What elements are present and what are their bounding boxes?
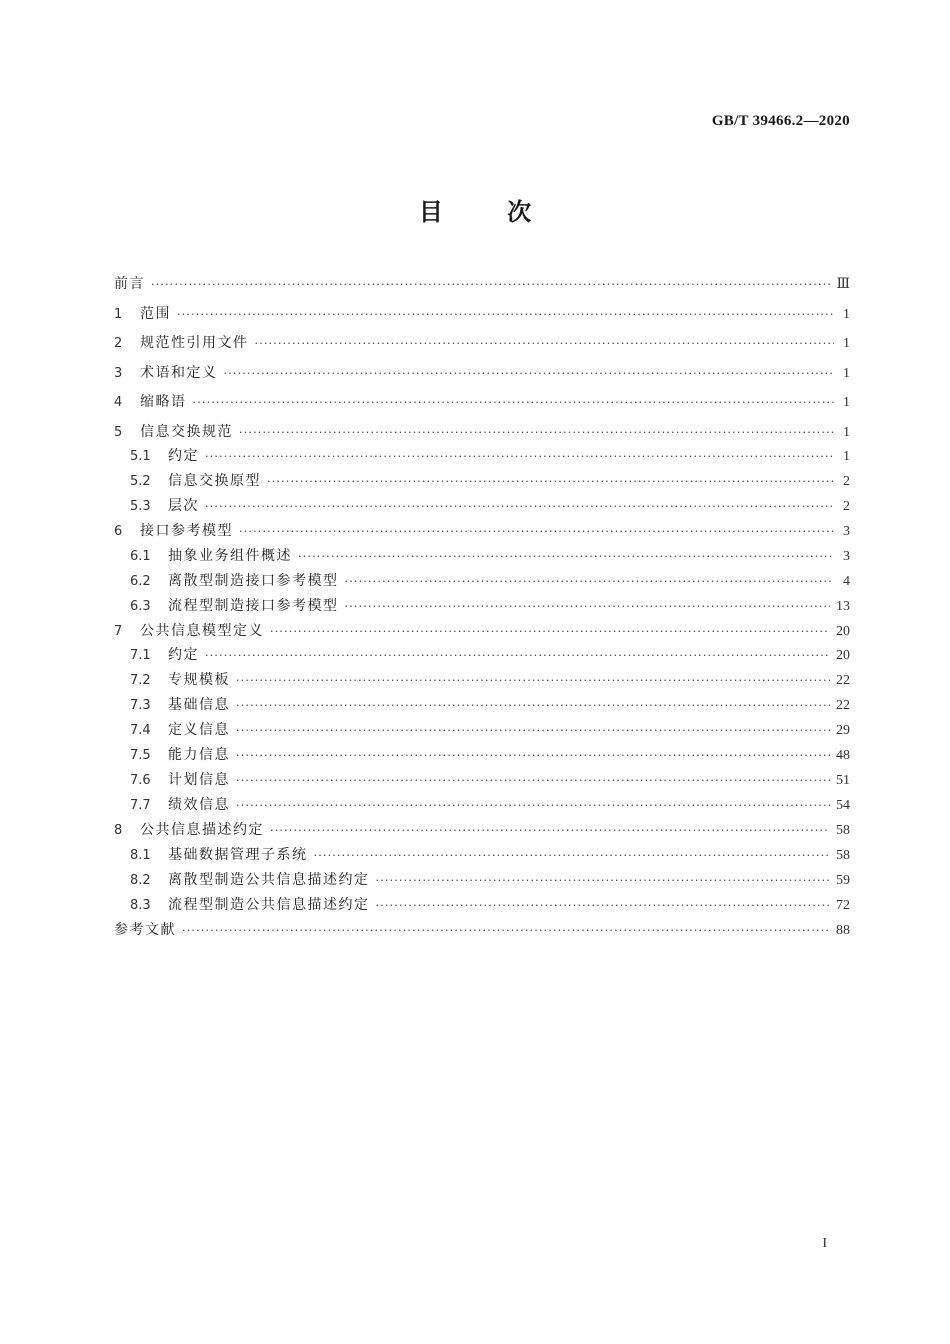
toc-entry-page: 1 [843, 449, 850, 464]
toc-leader-dots [239, 422, 834, 444]
toc-entry[interactable] [114, 362, 850, 392]
toc-leader-dots [177, 304, 834, 326]
toc-entry-page: Ⅲ [836, 277, 850, 292]
toc-entry[interactable] [114, 391, 850, 421]
toc-entry-label: 术语和定义 [140, 364, 218, 381]
toc-entry-page: 58 [836, 847, 850, 863]
toc-entry-page: 1 [843, 336, 850, 351]
toc-entry-number: 5 [114, 424, 123, 440]
toc-entry-page: 51 [836, 773, 850, 788]
toc-entry-number: 2 [114, 336, 123, 351]
toc-entry-label: 信息交换规范 [140, 423, 233, 440]
toc-leader-dots [205, 496, 834, 518]
toc-entry-page: 58 [836, 823, 850, 838]
toc-entry[interactable] [114, 744, 850, 769]
toc-leader-dots [255, 333, 835, 355]
toc-entry-page: 22 [836, 673, 850, 688]
toc-entry-label: 公共信息描述约定 [140, 822, 264, 838]
toc-leader-dots [298, 546, 834, 568]
toc-leader-dots [376, 870, 831, 892]
toc-entry[interactable] [114, 303, 850, 333]
toc-entry-label: 信息交换原型 [168, 473, 261, 489]
toc-entry-number: 7.4 [130, 723, 151, 738]
toc-entry-label: 约定 [168, 647, 199, 663]
toc-entry-number: 6.2 [130, 573, 151, 589]
toc-entry[interactable] [114, 769, 850, 794]
toc-entry-label: 接口参考模型 [140, 523, 233, 539]
toc-entry[interactable] [114, 570, 850, 595]
toc-entry[interactable] [114, 644, 850, 669]
toc-entry-number: 7.6 [130, 773, 151, 788]
toc-entry[interactable] [114, 595, 850, 620]
toc-leader-dots [267, 471, 834, 493]
toc-entry-page: 13 [836, 598, 850, 614]
toc-entry-label: 流程型制造接口参考模型 [168, 597, 339, 614]
toc-entry-number: 8.3 [130, 897, 151, 913]
toc-entry-label: 计划信息 [168, 772, 230, 788]
title-char-1: 目 [418, 198, 443, 226]
toc-entry[interactable] [114, 445, 850, 470]
toc-entry-number: 3 [114, 365, 123, 381]
page-title [0, 192, 950, 227]
toc-entry-page: 54 [836, 798, 850, 813]
toc-entry-page: 2 [843, 474, 850, 489]
toc-entry-label: 层次 [168, 498, 199, 514]
toc-entry-number: 7.1 [130, 648, 151, 663]
toc-entry-label: 绩效信息 [168, 797, 230, 813]
toc-entry-page: 4 [843, 573, 850, 589]
toc-entry-page: 20 [836, 623, 850, 639]
toc-entry-page: 2 [843, 499, 850, 514]
toc-leader-dots [239, 521, 834, 543]
toc-entry[interactable] [114, 545, 850, 570]
toc-leader-dots [236, 670, 830, 692]
toc-entry-number: 7.3 [130, 698, 151, 713]
title-char-2: 次 [507, 198, 532, 226]
toc-entry-label: 参考文献 [114, 921, 176, 938]
toc-entry[interactable] [114, 719, 850, 744]
toc-entry-label: 能力信息 [168, 747, 230, 763]
toc-entry-page: 1 [843, 306, 850, 322]
toc-entry[interactable] [114, 669, 850, 694]
toc-entry-page: 20 [836, 648, 850, 663]
toc-entry-label: 流程型制造公共信息描述约定 [168, 896, 370, 913]
table-of-contents [114, 273, 850, 948]
toc-entry-page: 22 [836, 698, 850, 713]
toc-leader-dots [270, 621, 830, 643]
toc-leader-dots [314, 845, 831, 867]
toc-entry[interactable] [114, 794, 850, 819]
toc-entry-label: 规范性引用文件 [140, 335, 249, 351]
toc-leader-dots [236, 745, 830, 767]
toc-entry[interactable] [114, 919, 850, 949]
toc-entry-label: 离散型制造接口参考模型 [168, 572, 339, 589]
toc-entry-label: 约定 [168, 448, 199, 464]
toc-entry-label: 专规模板 [168, 672, 230, 688]
toc-entry[interactable] [114, 844, 850, 869]
footer-page-number: I [822, 1236, 827, 1251]
toc-entry-label: 离散型制造公共信息描述约定 [168, 871, 370, 888]
toc-entry-label: 公共信息模型定义 [140, 622, 264, 639]
toc-entry-label: 抽象业务组件概述 [168, 547, 292, 564]
toc-entry-number: 5.3 [130, 499, 151, 514]
toc-entry-number: 6 [114, 524, 123, 539]
toc-entry-number: 7 [114, 623, 123, 639]
toc-entry-page: 59 [836, 872, 850, 888]
toc-entry-label: 缩略语 [140, 394, 187, 410]
toc-entry-page: 3 [843, 524, 850, 539]
toc-leader-dots [193, 392, 835, 414]
toc-entry-page: 88 [836, 922, 850, 938]
toc-entry-label: 基础信息 [168, 697, 230, 713]
toc-entry-label: 基础数据管理子系统 [168, 846, 308, 863]
toc-entry-page: 1 [843, 365, 850, 381]
toc-leader-dots [205, 645, 830, 667]
toc-leader-dots [270, 820, 830, 842]
toc-entry-page: 3 [843, 548, 850, 564]
toc-leader-dots [345, 571, 835, 593]
toc-entry-number: 7.5 [130, 748, 151, 763]
toc-entry[interactable] [114, 273, 850, 303]
toc-entry-page: 29 [836, 723, 850, 738]
toc-leader-dots [205, 446, 834, 468]
toc-leader-dots [151, 274, 830, 296]
toc-entry[interactable] [114, 869, 850, 894]
toc-entry-number: 6.3 [130, 598, 151, 614]
toc-entry[interactable] [114, 894, 850, 919]
toc-leader-dots [376, 895, 831, 917]
toc-leader-dots [236, 770, 830, 792]
toc-entry[interactable] [114, 495, 850, 520]
toc-entry-number: 5.2 [130, 474, 151, 489]
toc-leader-dots [236, 720, 830, 742]
toc-entry-number: 8.2 [130, 872, 151, 888]
standard-code: GB/T 39466.2—2020 [711, 113, 850, 129]
toc-entry[interactable] [114, 694, 850, 719]
toc-entry-number: 7.2 [130, 673, 151, 688]
toc-entry-number: 5.1 [130, 449, 151, 464]
toc-entry-page: 48 [836, 748, 850, 763]
toc-leader-dots [236, 695, 830, 717]
toc-leader-dots [345, 596, 831, 618]
toc-entry-number: 4 [114, 395, 123, 410]
toc-leader-dots [182, 920, 830, 942]
toc-entry[interactable] [114, 470, 850, 495]
toc-entry-label: 范围 [140, 305, 171, 322]
toc-entry-number: 1 [114, 306, 123, 322]
toc-leader-dots [224, 363, 835, 385]
toc-entry-number: 7.7 [130, 798, 151, 813]
toc-entry-label: 定义信息 [168, 722, 230, 738]
toc-entry-number: 8 [114, 823, 123, 838]
toc-entry-number: 8.1 [130, 847, 151, 863]
toc-entry-page: 72 [836, 897, 850, 913]
toc-entry[interactable] [114, 332, 850, 362]
toc-entry-number: 6.1 [130, 548, 151, 564]
toc-entry-label: 前言 [114, 276, 145, 292]
toc-entry-page: 1 [843, 424, 850, 440]
toc-leader-dots [236, 795, 830, 817]
toc-entry-page: 1 [843, 395, 850, 410]
